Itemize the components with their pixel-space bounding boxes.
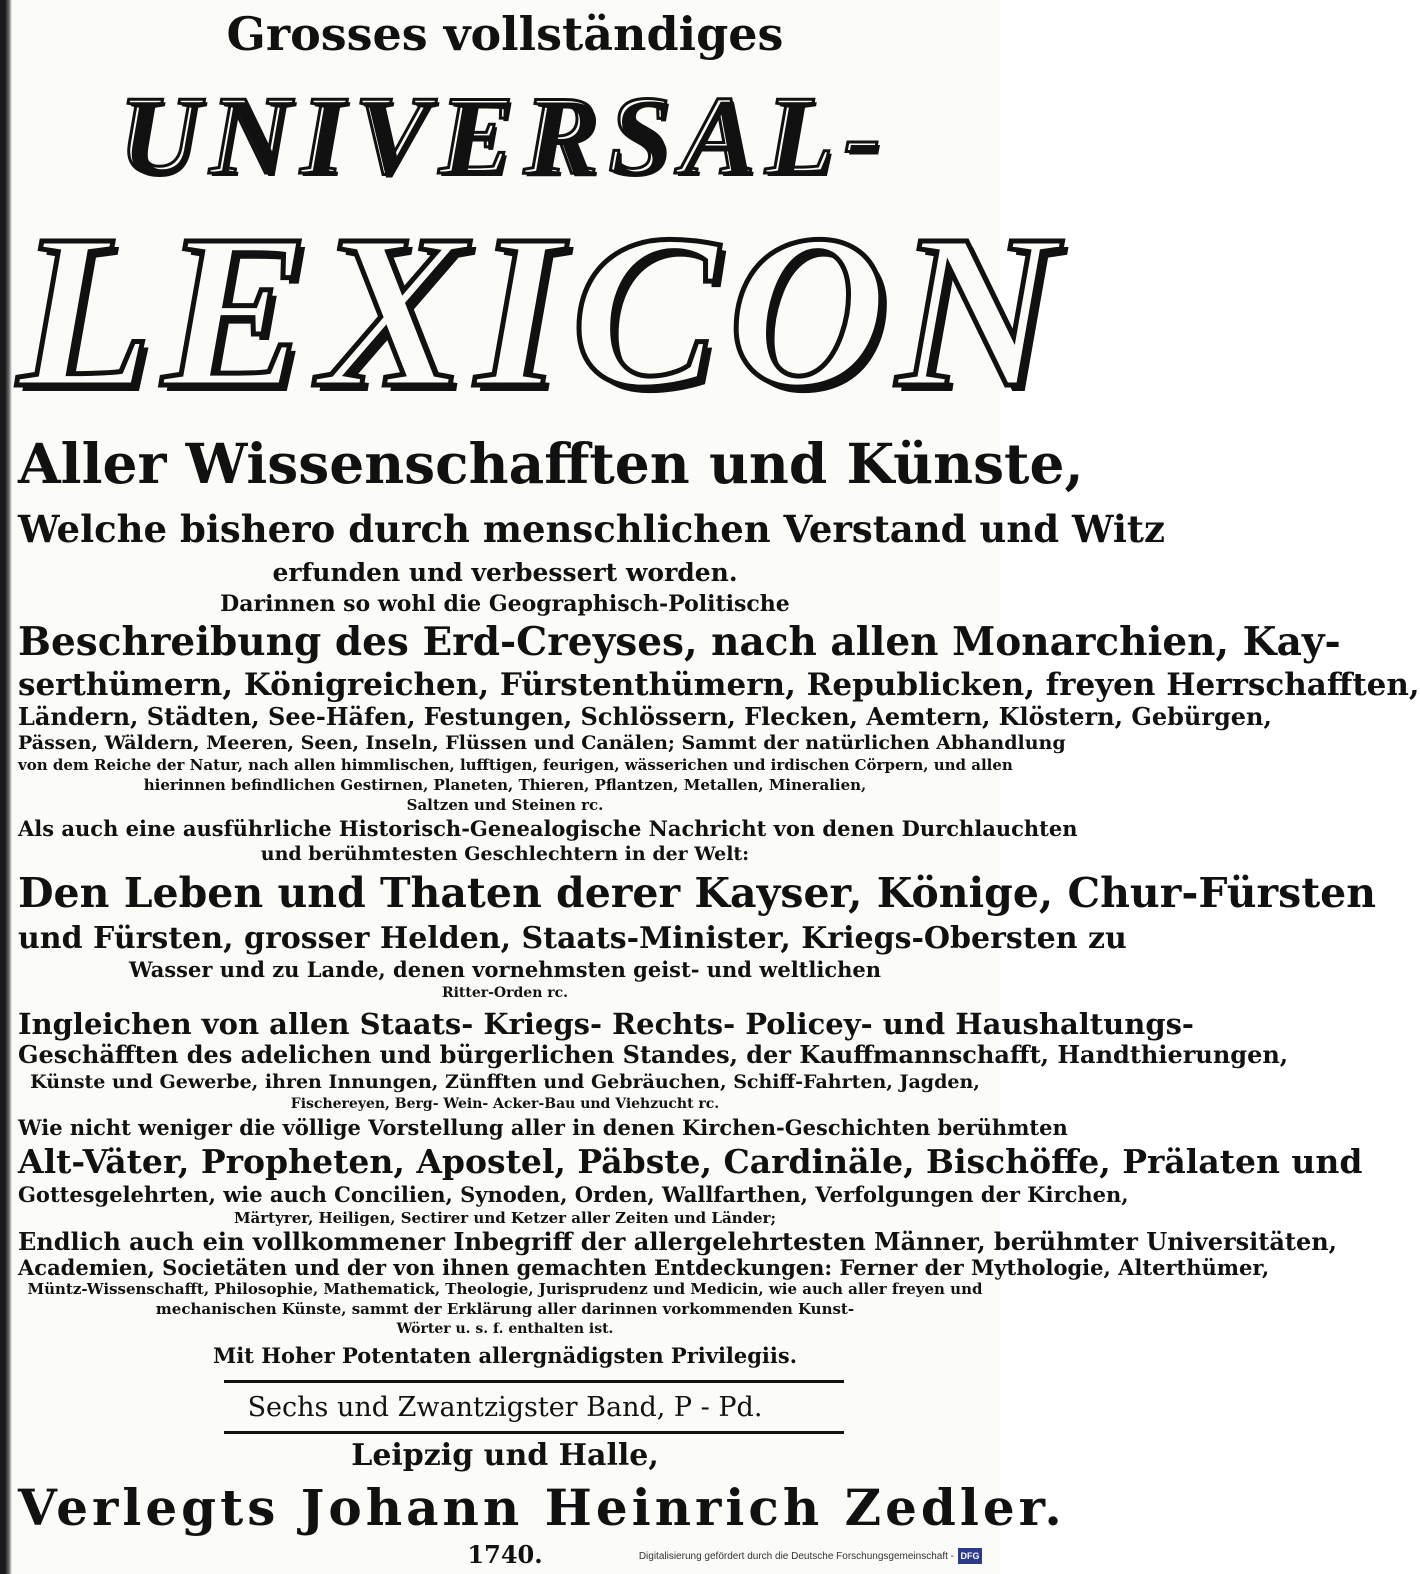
text-ritter: Ritter-Orden rc. — [441, 985, 569, 1001]
digitization-credit: Digitalisierung gefördert durch die Deutsche Forschungsgemeinschaft - — [638, 1551, 954, 1562]
text-paessen: Pässen, Wäldern, Meeren, Seen, Inseln, Flüssen und Canälen; Sammt der natürlichen Abhandlung — [18, 732, 1066, 754]
title-universal: UNIVERSAL- — [118, 74, 892, 198]
subtitle-aller: Aller Wissenschafften und Künste, — [18, 431, 1084, 496]
privilege-line: Mit Hoher Potentaten allergnädigsten Privilegiis. — [212, 1343, 798, 1368]
text-wasser: Wasser und zu Lande, denen vornehmsten geist- und weltlichen — [128, 957, 882, 982]
title-line-grosses: Grosses vollständiges — [226, 7, 784, 61]
text-gottes: Gottesgelehrten, wie auch Concilien, Synoden, Orden, Wallfarthen, Verfolgungen der Kirchen, — [18, 1182, 1129, 1207]
text-fischereyen: Fischereyen, Berg- Wein- Acker-Bau und Viehzucht rc. — [290, 1096, 720, 1112]
text-muentz: Müntz-Wissenschafft, Philosophie, Mathematick, Theologie, Jurisprudenz und Medicin, wie auch aller freyen und — [27, 1280, 983, 1298]
title-lexicon: LEXICON — [18, 189, 1066, 433]
text-vondem: von dem Reiche der Natur, nach allen himmlischen, lufftigen, feurigen, wässerichen und irdischen Cörpern, und allen — [18, 756, 1013, 774]
dfg-logo-icon: DFG — [958, 1548, 982, 1564]
text-laendern: Ländern, Städten, See-Häfen, Festungen, Schlössern, Flecken, Aemtern, Klöstern, Gebürgen, — [18, 702, 1272, 731]
text-mechanischen: mechanischen Künste, sammt der Erklärung aller darinnen vorkommenden Kunst- — [155, 1300, 855, 1318]
text-wienicht: Wie nicht weniger die völlige Vorstellung aller in denen Kirchen-Geschichten berühmten — [18, 1115, 1068, 1140]
text-academien: Academien, Societäten und der von ihnen gemachten Entdeckungen: Ferner der Mythologie, Alterthümer, — [18, 1255, 1270, 1280]
text-kuenste: Künste und Gewerbe, ihren Innungen, Zünfften und Gebräuchen, Schiff-Fahrten, Jagden, — [30, 1071, 980, 1093]
text-ingleichen: Ingleichen von allen Staats- Kriegs- Rechts- Policey- und Haushaltungs- — [18, 1007, 1194, 1041]
text-hierinnen: hierinnen befindlichen Gestirnen, Planeten, Thieren, Pflantzen, Metallen, Mineralien, — [143, 776, 867, 794]
text-beschreibung: Beschreibung des Erd-Creyses, nach allen Monarchien, Kay- — [18, 619, 1341, 665]
text-maertyrer: Märtyrer, Heiligen, Sectirer und Ketzer aller Zeiten und Länder; — [233, 1209, 777, 1227]
text-denleben: Den Leben und Thaten derer Kayser, Könige, Chur-Fürsten — [18, 869, 1377, 917]
text-undberuehmt: und berühmtesten Geschlechtern in der Welt: — [260, 843, 750, 865]
imprint-publisher: Verlegts Johann Heinrich Zedler. — [18, 1478, 1066, 1537]
text-saltzen: Saltzen und Steinen rc. — [406, 796, 604, 814]
imprint-place: Leipzig und Halle, — [351, 1438, 659, 1473]
divider-top — [224, 1380, 844, 1383]
text-geschaefften: Geschäfften des adelichen und bürgerlichen Standes, der Kauffmannschafft, Handthierungen, — [18, 1040, 1289, 1069]
page-edge-shadow — [0, 0, 12, 1574]
text-endlich: Endlich auch ein vollkommener Inbegriff der allergelehrtesten Männer, berühmter Universitäten, — [18, 1227, 1338, 1256]
text-altvaeter: Alt-Väter, Propheten, Apostel, Päbste, Cardinäle, Bischöffe, Prälaten und — [18, 1142, 1363, 1181]
subtitle-welche: Welche bishero durch menschlichen Verstand und Witz — [18, 507, 1166, 551]
text-darinnen: Darinnen so wohl die Geographisch-Politische — [220, 591, 790, 617]
imprint-year: 1740. — [467, 1540, 543, 1569]
subtitle-erfunden: erfunden und verbessert worden. — [272, 558, 738, 587]
divider-bottom — [224, 1431, 844, 1434]
text-undfuersten: und Fürsten, grosser Helden, Staats-Minister, Kriegs-Obersten zu — [18, 921, 1127, 956]
volume-line: Sechs und Zwantzigster Band, P - Pd. — [247, 1392, 763, 1423]
text-woerter: Wörter u. s. f. enthalten ist. — [396, 1321, 614, 1337]
text-thuemern: serthümern, Königreichen, Fürstenthümern, Republicken, freyen Herrschafften, — [18, 667, 1420, 703]
text-alsauch: Als auch eine ausführliche Historisch-Genealogische Nachricht von denen Durchlauchten — [18, 816, 1078, 841]
